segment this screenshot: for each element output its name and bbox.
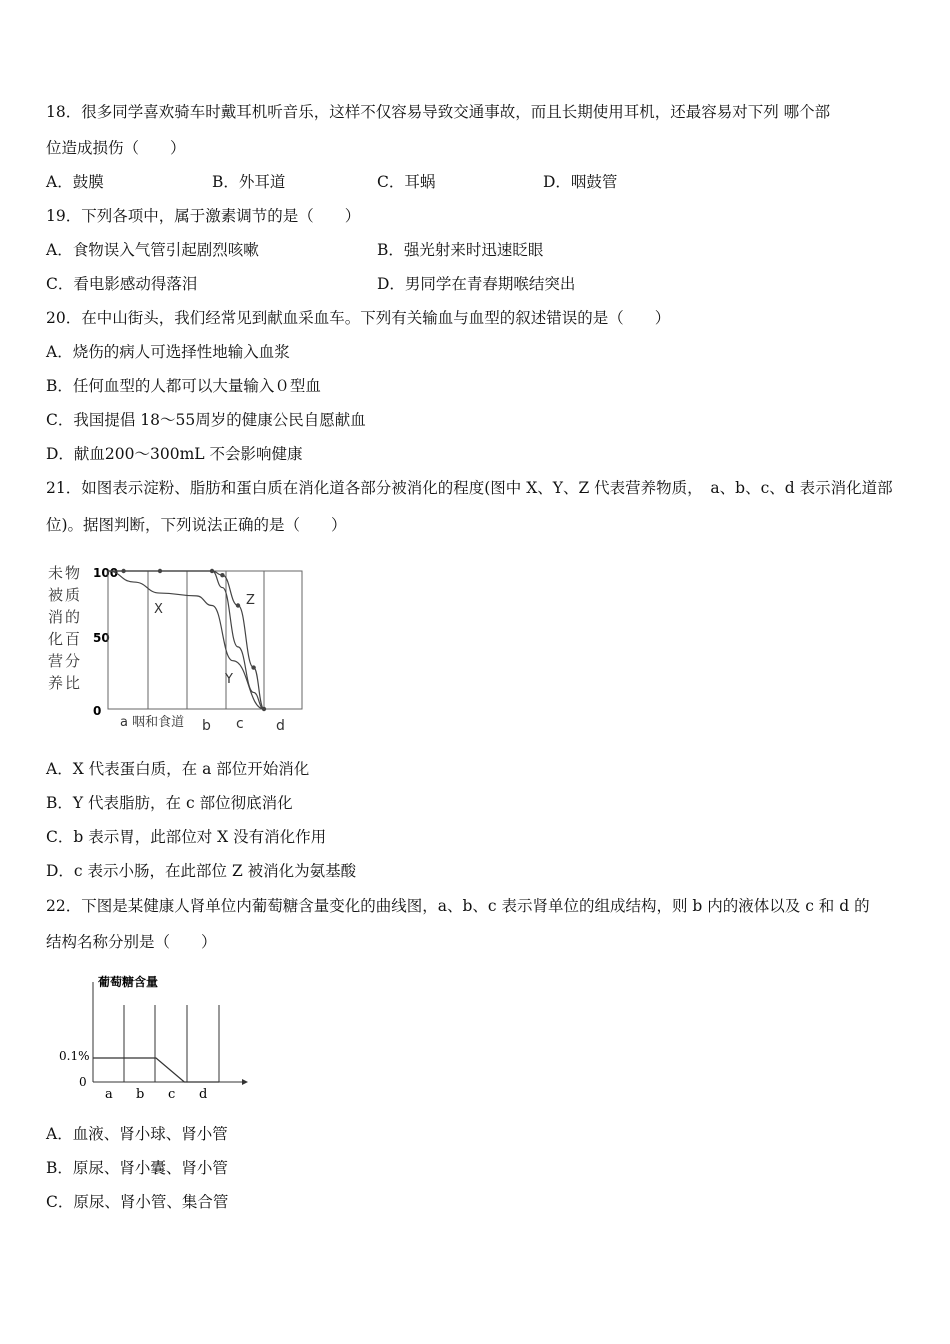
glucose-xtick-a: a <box>105 1087 113 1102</box>
q18-stem-line1: 18．很多同学喜欢骑车时戴耳机听音乐，这样不仅容易导致交通事故，而且长期使用耳机，还最容易对下列 哪个部 <box>46 103 831 121</box>
digestion-series-z-point <box>251 665 255 669</box>
q22-option-a: A．血液、肾小球、肾小管 <box>46 1125 228 1143</box>
digestion-plot-frame <box>108 571 302 709</box>
glucose-xtick-d: d <box>199 1087 208 1102</box>
digestion-series-label-z: Z <box>246 593 255 608</box>
digestion-ytick-0: 0 <box>93 704 102 718</box>
digestion-ylabel-char: 分 <box>65 652 81 670</box>
digestion-ytick-50: 50 <box>93 631 110 645</box>
q18-option-c: C．耳蜗 <box>377 173 436 191</box>
digestion-ylabel-char: 营 <box>48 652 64 670</box>
digestion-ylabel-char: 质 <box>65 586 81 604</box>
digestion-series-z-point <box>210 569 214 573</box>
q22-option-c: C．原尿、肾小管、集合管 <box>46 1193 229 1211</box>
glucose-xtick-c: c <box>168 1087 176 1102</box>
digestion-ylabel-char: 百 <box>65 630 81 648</box>
digestion-series-y-line <box>108 571 264 709</box>
digestion-series-z-point <box>236 603 240 607</box>
q21-stem-line2: 位)。据图判断，下列说法正确的是（ ） <box>46 516 347 534</box>
digestion-series-z-point <box>262 707 266 711</box>
q19-option-d: D．男同学在青春期喉结突出 <box>377 275 576 293</box>
q19-stem: 19．下列各项中，属于激素调节的是（ ） <box>46 207 361 225</box>
digestion-ytick-100: 100 <box>93 566 119 580</box>
q20-stem: 20．在中山街头，我们经常见到献血采血车。下列有关输血与血型的叙述错误的是（ ） <box>46 309 671 327</box>
digestion-series-z-point <box>158 569 162 573</box>
digestion-ylabel-char: 的 <box>65 608 81 626</box>
q21-option-a: A．X 代表蛋白质，在 a 部位开始消化 <box>46 760 310 778</box>
digestion-ylabel-col1 <box>48 564 63 692</box>
digestion-series-x-line <box>108 571 264 709</box>
q21-option-b: B．Y 代表脂肪，在 c 部位彻底消化 <box>46 794 293 812</box>
digestion-ylabel-col2 <box>65 564 80 692</box>
q21-option-c: C．b 表示胃，此部位对 X 没有消化作用 <box>46 828 327 846</box>
digestion-xtick-a: a 咽和食道 <box>120 715 185 730</box>
q20-option-c: C．我国提倡 18～55周岁的健康公民自愿献血 <box>46 411 366 429</box>
q20-option-d: D．献血200～300mL 不会影响健康 <box>46 445 303 463</box>
q22-stem-line2: 结构名称分别是（ ） <box>46 933 217 951</box>
digestion-ylabel-char: 被 <box>48 586 64 604</box>
digestion-series-z-line <box>108 571 264 709</box>
glucose-x-axis-arrow <box>242 1079 248 1085</box>
q18-option-b: B．外耳道 <box>212 173 286 191</box>
q18-stem-line2: 位造成损伤（ ） <box>46 139 186 157</box>
glucose-chart-title: 葡萄糖含量 <box>98 975 159 989</box>
q20-option-a: A．烧伤的病人可选择性地输入血浆 <box>46 343 290 361</box>
glucose-series-line <box>93 1058 219 1082</box>
digestion-series-label-y: Y <box>225 672 233 687</box>
digestion-ylabel-char: 养 <box>48 674 64 692</box>
q20-option-b: B．任何血型的人都可以大量输入０型血 <box>46 377 321 395</box>
q22-stem-line1: 22．下图是某健康人肾单位内葡萄糖含量变化的曲线图，a、b、c 表示肾单位的组成结构，则 b 内的液体以及 c 和 d 的 <box>46 897 870 915</box>
digestion-chart <box>40 558 320 743</box>
digestion-ylabel-char: 消 <box>48 608 64 626</box>
digestion-ylabel-char: 比 <box>65 674 81 692</box>
q21-stem-line1: 21．如图表示淀粉、脂肪和蛋白质在消化道各部分被消化的程度(图中 X、Y、Z 代表营养物质， a、b、c、d 表示消化道部 <box>46 479 893 497</box>
q19-option-c: C．看电影感动得落泪 <box>46 275 198 293</box>
glucose-ytick-0: 0 <box>79 1075 87 1089</box>
q18-option-d: D．咽鼓管 <box>543 173 618 191</box>
digestion-xtick-c: c <box>236 716 244 732</box>
digestion-ylabel-char: 未 <box>48 564 64 582</box>
digestion-series-z-point <box>220 573 224 577</box>
digestion-ylabel-char: 物 <box>65 564 81 582</box>
digestion-series-label-x: X <box>154 602 163 617</box>
glucose-chart <box>52 968 252 1108</box>
digestion-xtick-d: d <box>276 718 285 734</box>
q19-option-a: A．食物误入气管引起剧烈咳嗽 <box>46 241 259 259</box>
digestion-xtick-b: b <box>202 718 211 734</box>
digestion-ylabel-char: 化 <box>48 630 64 648</box>
glucose-ytick-0.1: 0.1% <box>59 1049 90 1063</box>
q18-option-a: A．鼓膜 <box>46 173 104 191</box>
q21-option-d: D．c 表示小肠，在此部位 Z 被消化为氨基酸 <box>46 862 357 880</box>
q19-option-b: B．强光射来时迅速眨眼 <box>377 241 544 259</box>
digestion-series-z-point <box>121 569 125 573</box>
glucose-xtick-b: b <box>136 1087 145 1102</box>
q22-option-b: B．原尿、肾小囊、肾小管 <box>46 1159 228 1177</box>
